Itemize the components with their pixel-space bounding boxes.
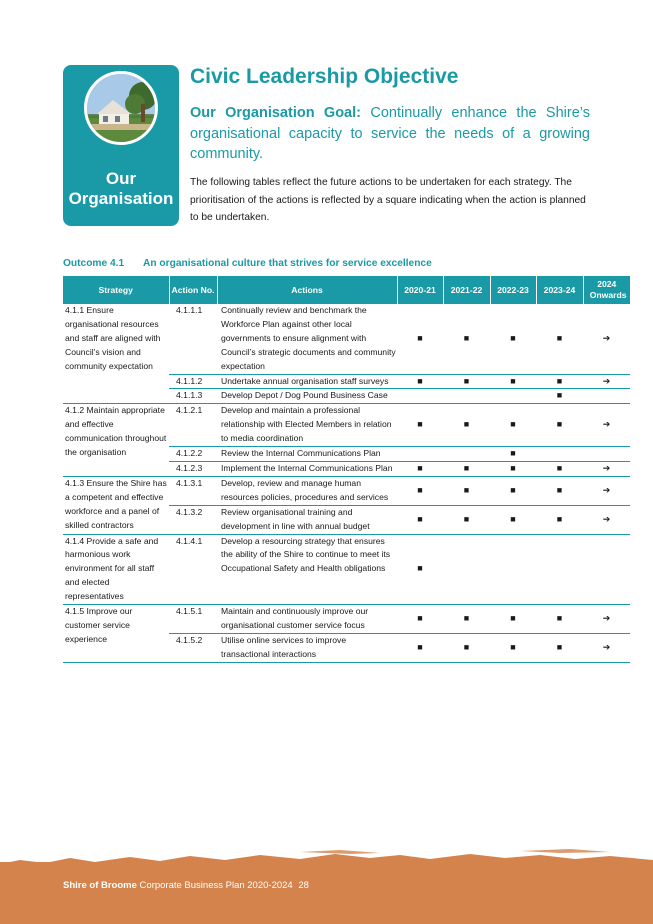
mark-2021-22 [443, 389, 490, 404]
action-number: 4.1.1.1 [169, 304, 217, 374]
strategy-cell: 4.1.1 Ensure organisational resources and staff are aligned with Council’s vision and community expectation [63, 304, 169, 404]
mark-2020-21: ■ [397, 304, 443, 374]
strategy-cell: 4.1.4 Provide a safe and harmonious work environment for all staff and elected representatives [63, 534, 169, 605]
action-description: Utilise online services to improve transactional interactions [217, 633, 397, 662]
action-number: 4.1.4.1 [169, 534, 217, 605]
table-row [63, 534, 630, 605]
action-description: Continually review and benchmark the Workforce Plan against other local governments to ensure alignment with Council’s strategic documents and community expectation [217, 304, 397, 374]
mark-2024-onwards [583, 389, 630, 404]
footer-band [0, 862, 653, 924]
mark-2021-22: ■ [443, 461, 490, 476]
mark-2020-21: ■ [397, 404, 443, 447]
mark-2020-21 [397, 447, 443, 462]
mark-2020-21: ■ [397, 505, 443, 534]
mark-2024-onwards: ➔ [583, 461, 630, 476]
mark-2021-22: ■ [443, 304, 490, 374]
badge-title-line1: Our [105, 169, 137, 188]
mark-2022-23: ■ [490, 605, 536, 634]
mark-2022-23: ■ [490, 633, 536, 662]
mark-2023-24: ■ [536, 404, 583, 447]
action-number: 4.1.5.1 [169, 605, 217, 634]
mark-2020-21: ■ [397, 461, 443, 476]
outcome-title: An organisational culture that strives for service excellence [143, 258, 432, 269]
mark-2021-22: ■ [443, 476, 490, 505]
table-row [63, 605, 630, 634]
mark-2023-24 [536, 534, 583, 605]
action-description: Develop and maintain a professional relationship with Elected Members in relation to media coordination [217, 404, 397, 447]
mark-2023-24: ■ [536, 605, 583, 634]
mark-2023-24: ■ [536, 505, 583, 534]
mark-2024-onwards: ➔ [583, 476, 630, 505]
action-number: 4.1.3.1 [169, 476, 217, 505]
action-description: Undertake annual organisation staff surveys [217, 374, 397, 389]
mark-2024-onwards: ➔ [583, 404, 630, 447]
outcome-heading [63, 257, 432, 271]
mark-2022-23: ■ [490, 447, 536, 462]
col-header-2022-23: 2022-23 [490, 276, 536, 304]
mark-2023-24: ■ [536, 374, 583, 389]
action-description: Review organisational training and development in line with annual budget [217, 505, 397, 534]
action-description: Develop, review and manage human resources policies, procedures and services [217, 476, 397, 505]
table-header-row [63, 276, 630, 304]
table-body [63, 304, 630, 662]
mark-2022-23: ■ [490, 461, 536, 476]
action-number: 4.1.5.2 [169, 633, 217, 662]
col-header-strategy: Strategy [63, 276, 169, 304]
mark-2020-21: ■ [397, 605, 443, 634]
mark-2024-onwards: ➔ [583, 633, 630, 662]
mark-2020-21: ■ [397, 534, 443, 605]
footer-page-number: 28 [298, 880, 309, 891]
mark-2024-onwards [583, 447, 630, 462]
mark-2023-24: ■ [536, 633, 583, 662]
action-description: Develop a resourcing strategy that ensures the ability of the Shire to continue to meet its Occupational Safety and Health obligations [217, 534, 397, 605]
col-header-2024-onwards [583, 276, 630, 304]
mark-2023-24: ■ [536, 461, 583, 476]
mark-2022-23: ■ [490, 505, 536, 534]
footer-doc: Corporate Business Plan 2020-2024 [139, 880, 293, 891]
action-description: Develop Depot / Dog Pound Business Case [217, 389, 397, 404]
mark-2020-21 [397, 389, 443, 404]
action-number: 4.1.1.2 [169, 374, 217, 389]
mark-2022-23: ■ [490, 404, 536, 447]
mark-2022-23: ■ [490, 304, 536, 374]
mark-2021-22: ■ [443, 374, 490, 389]
action-description: Implement the Internal Communications Plan [217, 461, 397, 476]
action-description: Maintain and continuously improve our organisational customer service focus [217, 605, 397, 634]
mark-2021-22: ■ [443, 505, 490, 534]
intro-paragraph: The following tables reflect the future actions to be undertaken for each strategy. The prioritisation of the actions is reflected by a square indicating when the action is planned to be undertaken. [190, 177, 586, 223]
mark-2020-21: ■ [397, 476, 443, 505]
action-number: 4.1.2.3 [169, 461, 217, 476]
mark-2024-onwards: ➔ [583, 374, 630, 389]
outcome-number: Outcome 4.1 [63, 258, 125, 269]
mark-2021-22: ■ [443, 605, 490, 634]
mark-2021-22: ■ [443, 633, 490, 662]
mark-2024-onwards: ➔ [583, 605, 630, 634]
section-badge [63, 65, 179, 226]
strategy-cell: 4.1.3 Ensure the Shire has a competent and effective workforce and a panel of skilled contractors [63, 476, 169, 534]
action-number: 4.1.3.2 [169, 505, 217, 534]
mark-2021-22: ■ [443, 404, 490, 447]
goal-text: Continually enhance the Shire’s organisational capacity to service the needs of a growing community. [190, 105, 590, 162]
mark-2022-23: ■ [490, 476, 536, 505]
action-number: 4.1.1.3 [169, 389, 217, 404]
footer-org: Shire of Broome [63, 880, 137, 891]
mark-2024-onwards: ➔ [583, 505, 630, 534]
badge-title [63, 169, 179, 209]
mark-2022-23: ■ [490, 374, 536, 389]
col-header-actions: Actions [217, 276, 397, 304]
mark-2021-22 [443, 447, 490, 462]
goal-statement [190, 103, 590, 165]
organisation-photo [84, 71, 158, 145]
header-2024-onwards-text: 2024 Onwards [589, 279, 627, 300]
badge-title-line2: Organisation [68, 189, 174, 208]
table-row [63, 476, 630, 505]
strategy-cell: 4.1.5 Improve our customer service experience [63, 605, 169, 663]
mark-2020-21: ■ [397, 633, 443, 662]
mark-2023-24 [536, 447, 583, 462]
mark-2024-onwards [583, 534, 630, 605]
goal-label: Our Organisation Goal: [190, 105, 361, 121]
col-header-2021-22: 2021-22 [443, 276, 490, 304]
mark-2024-onwards: ➔ [583, 304, 630, 374]
action-table [63, 276, 630, 663]
page-title: Civic Leadership Objective [190, 65, 459, 88]
page-footer [63, 880, 309, 892]
mark-2022-23 [490, 389, 536, 404]
table-row [63, 304, 630, 374]
action-number: 4.1.2.1 [169, 404, 217, 447]
table-row [63, 404, 630, 447]
col-header-action-no: Action No. [169, 276, 217, 304]
mark-2020-21: ■ [397, 374, 443, 389]
mark-2023-24: ■ [536, 389, 583, 404]
action-description: Review the Internal Communications Plan [217, 447, 397, 462]
mark-2023-24: ■ [536, 476, 583, 505]
col-header-2023-24: 2023-24 [536, 276, 583, 304]
mark-2021-22 [443, 534, 490, 605]
action-number: 4.1.2.2 [169, 447, 217, 462]
strategy-cell: 4.1.2 Maintain appropriate and effective communication throughout the organisation [63, 404, 169, 477]
mark-2023-24: ■ [536, 304, 583, 374]
mark-2022-23 [490, 534, 536, 605]
col-header-2020-21: 2020-21 [397, 276, 443, 304]
